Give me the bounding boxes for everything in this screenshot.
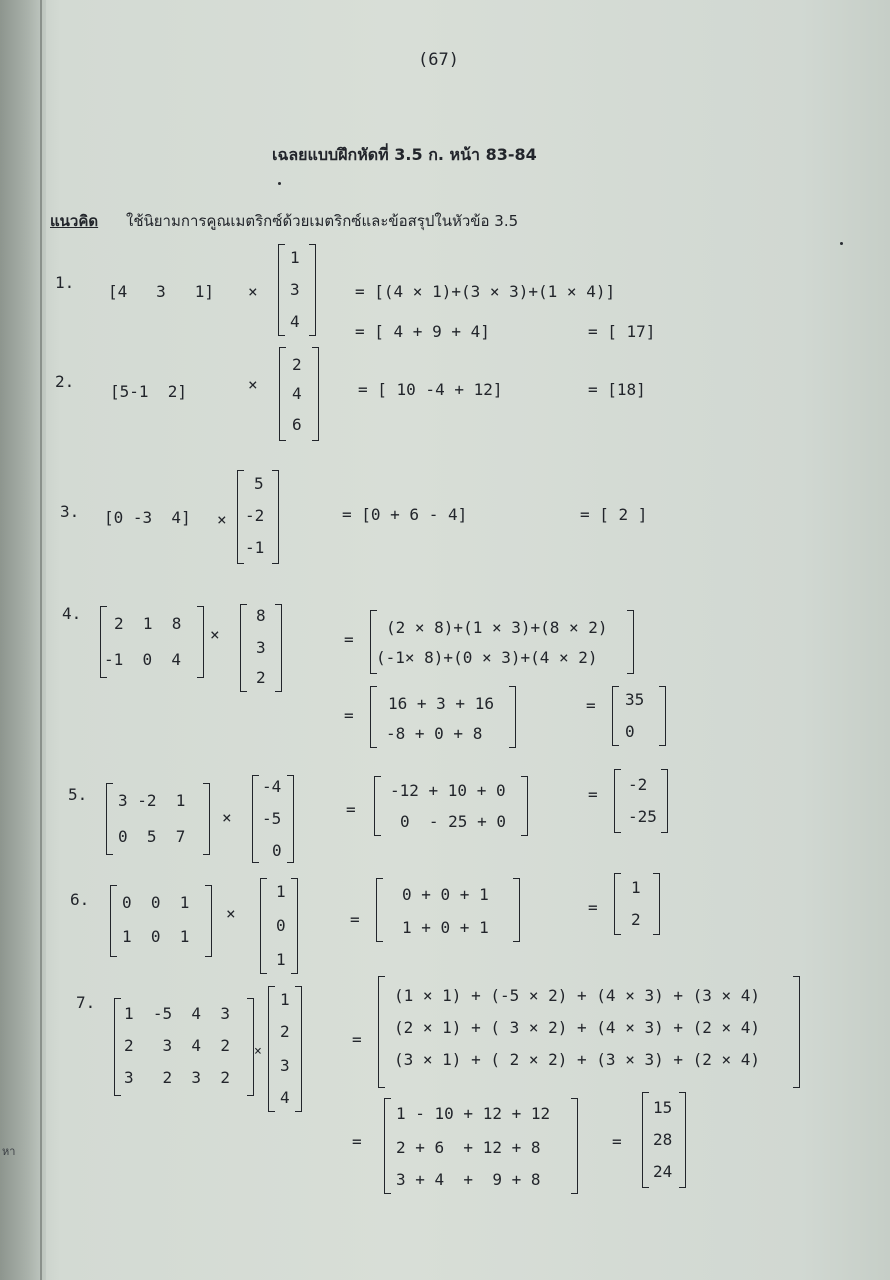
problem-number: 6. — [70, 890, 90, 909]
matrix-b: 1 0 1 — [260, 878, 298, 974]
matrix-b: 1 2 3 4 — [268, 986, 302, 1112]
concept-text: ใช้นิยามการคูณเมตริกซ์ด้วยเมตริกซ์และข้อสรุปในหัวข้อ 3.5 — [126, 212, 519, 230]
equals-sign: = — [352, 1030, 362, 1049]
times-sign: × — [217, 510, 227, 529]
equals-sign: = — [352, 1132, 362, 1151]
page-heading: เฉลยแบบฝึกหัดที่ 3.5 ก. หน้า 83-84 — [272, 145, 537, 164]
equals-sign: = — [588, 898, 598, 917]
ink-dot — [278, 182, 281, 185]
sum-matrix: 0 + 0 + 1 1 + 0 + 1 — [376, 878, 520, 942]
equals-sign: = — [344, 706, 354, 725]
result-matrix: 15 28 24 — [642, 1092, 686, 1188]
expansion-matrix: (2 × 8)+(1 × 3)+(8 × 2) (-1× 8)+(0 × 3)+(4 × 2) — [370, 610, 634, 674]
sum-matrix: -12 + 10 + 0 0 - 25 + 0 — [374, 776, 528, 836]
equals-sign: = — [350, 910, 360, 929]
problem-number: 4. — [62, 604, 82, 623]
result-matrix: 1 2 — [614, 873, 660, 935]
equals-sign: = — [586, 696, 596, 715]
result: = [ 2 ] — [580, 505, 648, 524]
equals-sign: = — [344, 630, 354, 649]
matrix-a: 2 1 8 -1 0 4 — [100, 606, 204, 678]
expansion-line: = [(4 × 1)+(3 × 3)+(1 × 4)] — [355, 282, 616, 301]
problem-number: 7. — [76, 993, 96, 1012]
times-sign: × — [226, 904, 236, 923]
row-vector: [0 -3 4] — [104, 508, 191, 527]
sum-matrix: 16 + 3 + 16 -8 + 0 + 8 — [370, 686, 516, 748]
equals-sign: = — [588, 785, 598, 804]
equals-sign: = — [612, 1132, 622, 1151]
times-sign: × — [248, 282, 258, 301]
times-sign: × — [254, 1044, 262, 1059]
ink-dot — [840, 242, 843, 245]
times-sign: × — [210, 625, 220, 644]
sum-line: = [ 10 -4 + 12] — [358, 380, 503, 399]
margin-note: หา — [2, 1145, 16, 1158]
problem-number: 1. — [55, 273, 75, 292]
result-matrix: -2 -25 — [614, 769, 668, 833]
matrix-a: 1 -5 4 3 2 3 4 2 3 2 3 2 — [114, 998, 254, 1096]
row-vector: [5-1 2] — [110, 382, 188, 401]
result: = [18] — [588, 380, 646, 399]
matrix-b: -4 -5 0 — [252, 775, 294, 863]
problem-number: 5. — [68, 785, 88, 804]
times-sign: × — [222, 808, 232, 827]
matrix-a: 3 -2 1 0 5 7 — [106, 783, 210, 855]
concept-label: แนวคิด — [50, 212, 99, 230]
equals-sign: = — [346, 800, 356, 819]
sum-matrix: 1 - 10 + 12 + 12 2 + 6 + 12 + 8 3 + 4 + 9 + 8 — [384, 1098, 578, 1194]
matrix-a: 0 0 1 1 0 1 — [110, 885, 212, 957]
problem-number: 3. — [60, 502, 80, 521]
result: = [ 17] — [588, 322, 656, 341]
sum-line: = [0 + 6 - 4] — [342, 505, 468, 524]
row-vector: [4 3 1] — [108, 282, 214, 301]
expansion-matrix: (1 × 1) + (-5 × 2) + (4 × 3) + (3 × 4) (2 × 1) + ( 3 × 2) + (4 × 3) + (2 × 4) (3 × 1) + ( 2 × 2) + (3 × 3) + (2 × 4) — [378, 976, 800, 1088]
page-number: (67) — [418, 50, 459, 70]
sum-line: = [ 4 + 9 + 4] — [355, 322, 490, 341]
column-vector: 5 -2 -1 — [237, 470, 279, 564]
result-matrix: 35 0 — [612, 686, 666, 746]
times-sign: × — [248, 375, 258, 394]
column-vector: 2 4 6 — [279, 347, 319, 441]
matrix-b: 8 3 2 — [240, 604, 282, 692]
problem-number: 2. — [55, 372, 75, 391]
column-vector: 1 3 4 — [278, 244, 316, 336]
page-edge — [40, 0, 42, 1280]
